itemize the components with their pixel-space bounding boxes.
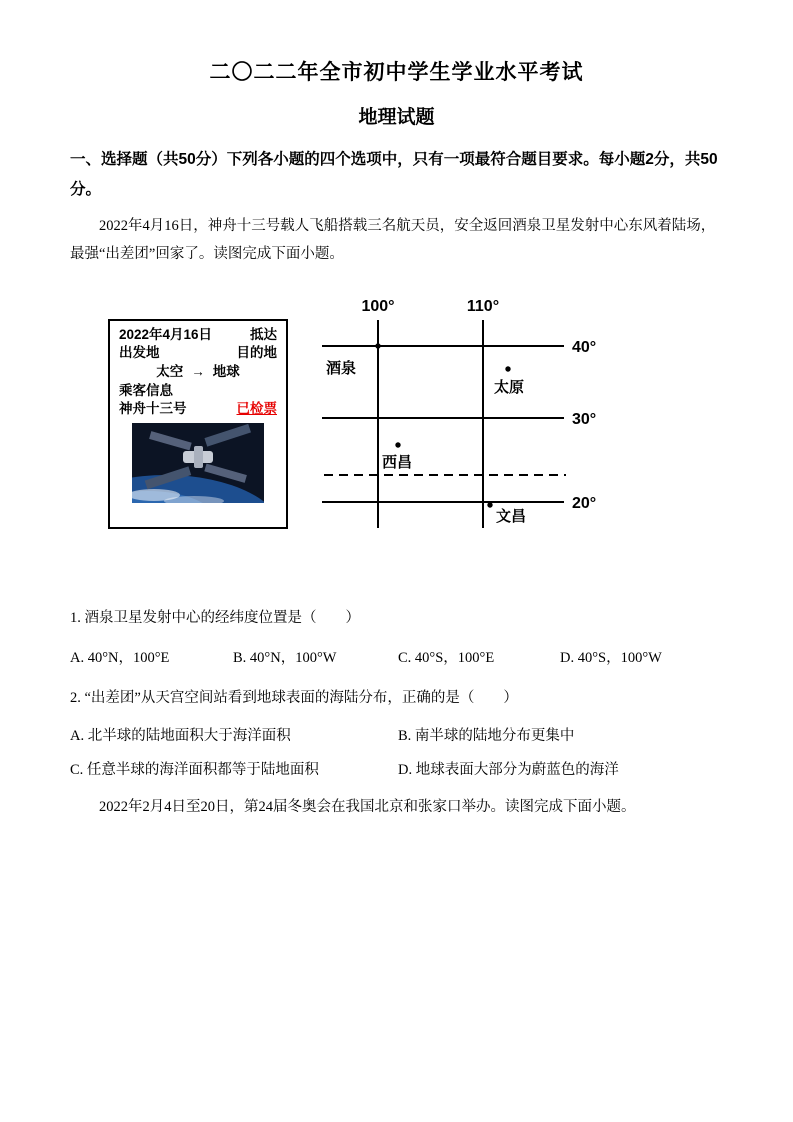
city-dot-jiuquan	[375, 343, 380, 348]
ticket-row-passenger-label	[119, 382, 277, 400]
lon-label-110: 110°	[466, 297, 500, 315]
q1-option-c: C. 40°S，100°E	[398, 649, 495, 666]
ticket-route	[119, 363, 277, 381]
q1-option-b: B. 40°N，100°W	[233, 649, 337, 666]
satellite-photo	[132, 423, 264, 503]
lat-label-30: 30°	[572, 410, 597, 428]
q1-option-a: A. 40°N，100°E	[70, 649, 170, 666]
intro-paragraph: 2022年4月16日，神舟十三号载人飞船搭载三名航天员，安全返回酒泉卫星发射中心东风着陆场，最强“出差团”回家了。读图完成下面小题。	[70, 218, 716, 262]
city-label-wenchang: 文昌	[496, 507, 527, 525]
q1-option-d: D. 40°S，100°W	[560, 649, 662, 666]
q2-option-a: A. 北半球的陆地面积大于海洋面积	[70, 727, 291, 744]
exam-title: 二〇二二年全市初中学生学业水平考试	[209, 61, 584, 84]
ticket-from: 太空	[156, 363, 184, 379]
ticket-passenger: 神舟十三号	[119, 401, 187, 417]
figure-block	[70, 295, 723, 567]
question-1-options	[70, 646, 723, 667]
ticket-passenger-label: 乘客信息	[119, 383, 173, 399]
ticket-row-labels	[119, 344, 277, 362]
checked-stamp: 已检票	[236, 401, 277, 417]
ticket-row-passenger	[119, 400, 277, 418]
section-heading: 一、选择题（共50分）下列各小题的四个选项中，只有一项最符合题目要求。每小题2分，共50分。	[70, 151, 718, 199]
q2-option-c: C. 任意半球的海洋面积都等于陆地面积	[70, 761, 319, 778]
coordinate-map	[308, 295, 608, 547]
question-1: 1. 酒泉卫星发射中心的经纬度位置是（ ）	[70, 609, 360, 626]
q2-option-b: B. 南半球的陆地分布更集中	[398, 727, 575, 744]
ticket-row-date	[119, 326, 277, 344]
ticket-depart-label: 出发地	[119, 344, 160, 360]
city-dot-xichang	[395, 442, 400, 447]
boarding-pass	[108, 319, 288, 529]
outro-paragraph: 2022年2月4日至20日，第24届冬奥会在我国北京和张家口举办。读图完成下面小题。	[99, 798, 636, 815]
ticket-dest-label: 目的地	[236, 344, 277, 360]
lon-label-100: 100°	[361, 297, 395, 315]
city-label-jiuquan: 酒泉	[326, 359, 357, 377]
question-2: 2. “出差团”从天宫空间站看到地球表面的海陆分布，正确的是（ ）	[70, 689, 518, 706]
question-2-options	[70, 724, 723, 779]
ticket-date: 2022年4月16日	[119, 326, 213, 342]
city-dot-wenchang	[487, 502, 492, 507]
q2-option-d: D. 地球表面大部分为蔚蓝色的海洋	[398, 761, 619, 778]
ticket-to: 地球	[212, 363, 240, 379]
city-label-xichang: 西昌	[382, 453, 413, 471]
city-dot-taiyuan	[505, 366, 510, 371]
arrow-icon: →	[191, 363, 205, 379]
lat-label-40: 40°	[572, 338, 597, 356]
exam-subtitle: 地理试题	[358, 107, 435, 128]
lat-label-20: 20°	[572, 494, 597, 512]
city-label-taiyuan: 太原	[494, 378, 525, 396]
ticket-arrive-label: 抵达	[250, 326, 277, 342]
